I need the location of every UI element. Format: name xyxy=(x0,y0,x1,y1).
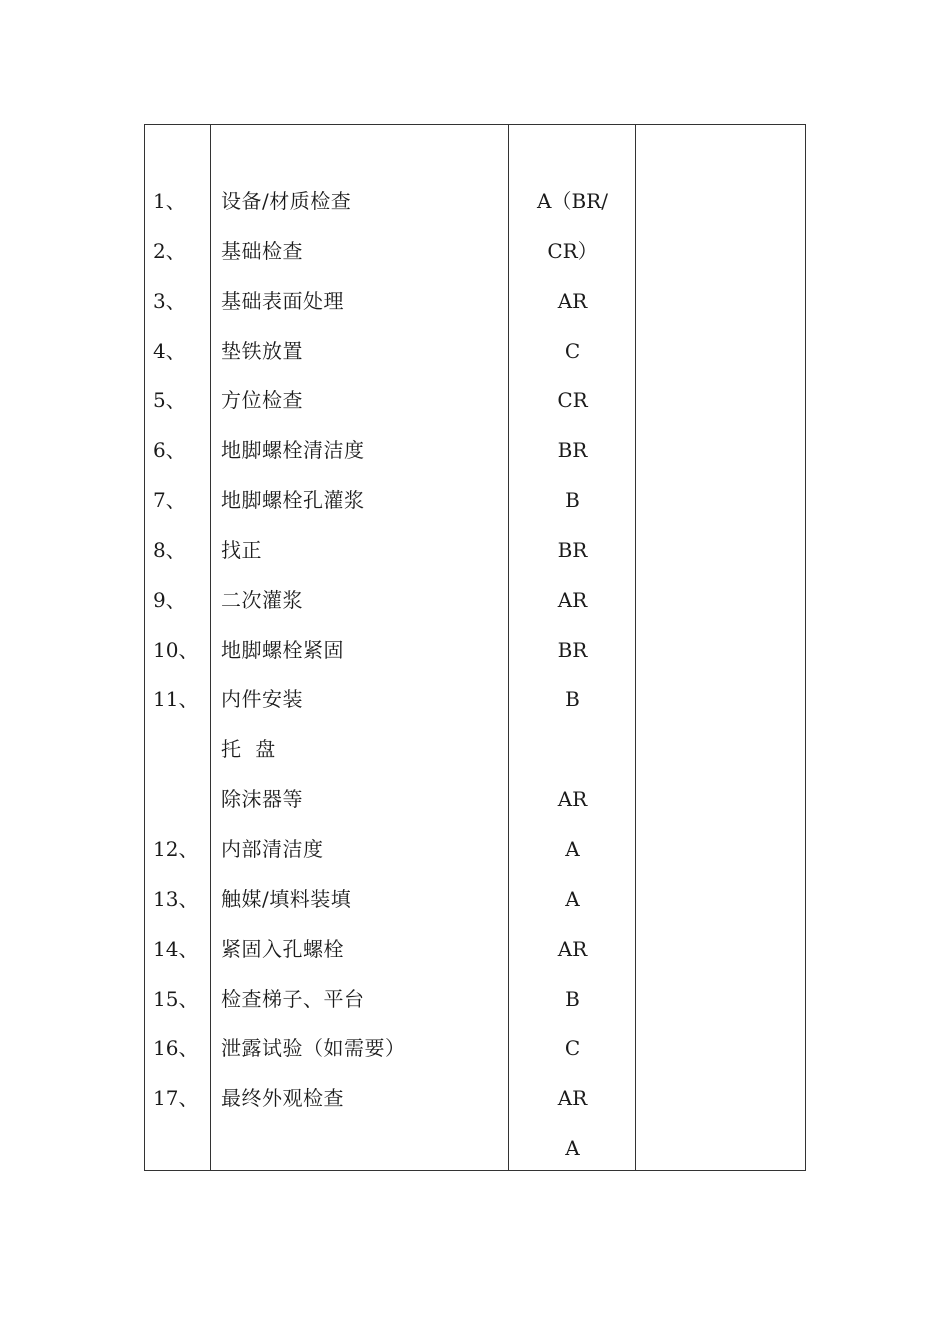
row-number: 4、 xyxy=(153,338,186,363)
table-row xyxy=(145,426,805,476)
inspection-level: BR xyxy=(557,537,588,562)
inspection-item: 地脚螺栓清洁度 xyxy=(221,438,365,463)
table-row xyxy=(145,1074,805,1124)
table-row xyxy=(145,327,805,377)
table-row xyxy=(145,925,805,975)
row-number: 6、 xyxy=(153,438,186,463)
inspection-item: 地脚螺栓孔灌浆 xyxy=(221,488,365,513)
table-row xyxy=(145,1024,805,1074)
inspection-level: A（BR/ xyxy=(537,189,608,213)
inspection-level: AR xyxy=(557,1086,588,1111)
table-row xyxy=(145,975,805,1025)
table-row xyxy=(145,875,805,925)
table-row xyxy=(145,1124,805,1174)
inspection-level: CR xyxy=(557,388,588,413)
inspection-item: 触媒/填料装填 xyxy=(221,886,352,911)
inspection-item: 托 盘 xyxy=(221,737,276,762)
inspection-level: B xyxy=(565,488,580,513)
inspection-level: AR xyxy=(557,936,588,961)
inspection-level: BR xyxy=(557,637,588,662)
inspection-item: 找正 xyxy=(221,537,262,562)
inspection-level: B xyxy=(565,687,580,712)
table-row xyxy=(145,476,805,526)
inspection-level: A xyxy=(565,886,580,911)
table-row xyxy=(145,227,805,277)
table-row xyxy=(145,725,805,775)
inspection-level: A xyxy=(565,836,580,861)
inspection-item: 内件安装 xyxy=(221,687,303,712)
inspection-item: 泄露试验（如需要） xyxy=(221,1036,406,1061)
inspection-level: CR） xyxy=(547,238,598,263)
inspection-item: 基础检查 xyxy=(221,238,303,263)
table-row xyxy=(145,825,805,875)
table-row xyxy=(145,626,805,676)
table-row xyxy=(145,376,805,426)
row-number: 3、 xyxy=(153,288,186,313)
inspection-level: C xyxy=(564,338,581,363)
inspection-item: 地脚螺栓紧固 xyxy=(221,637,344,662)
inspection-item: 基础表面处理 xyxy=(221,288,344,313)
table-row xyxy=(145,177,805,227)
inspection-item: 最终外观检查 xyxy=(221,1086,344,1111)
row-number: 7、 xyxy=(153,488,186,513)
inspection-level: A xyxy=(565,1136,580,1161)
inspection-item: 内部清洁度 xyxy=(221,836,324,861)
table-row xyxy=(145,277,805,327)
row-number: 11、 xyxy=(153,687,199,712)
row-number: 9、 xyxy=(153,587,186,612)
inspection-table xyxy=(144,124,806,1171)
row-number: 1、 xyxy=(153,189,186,213)
row-number: 2、 xyxy=(153,238,186,263)
row-number: 16、 xyxy=(153,1036,199,1061)
row-number: 13、 xyxy=(153,886,199,911)
inspection-level: AR xyxy=(557,787,588,812)
inspection-level: B xyxy=(565,986,580,1011)
inspection-item: 二次灌浆 xyxy=(221,587,303,612)
inspection-level: AR xyxy=(557,587,588,612)
row-number: 5、 xyxy=(153,388,186,413)
table-row xyxy=(145,675,805,725)
row-number: 17、 xyxy=(153,1086,199,1111)
inspection-item: 检查梯子、平台 xyxy=(221,986,365,1011)
table-row xyxy=(145,526,805,576)
inspection-item: 除沫器等 xyxy=(221,787,303,812)
inspection-item: 方位检查 xyxy=(221,388,303,413)
row-number: 14、 xyxy=(153,936,199,961)
table-body xyxy=(145,177,805,1174)
inspection-item: 设备/材质检查 xyxy=(221,189,352,213)
row-number: 12、 xyxy=(153,836,199,861)
inspection-level: AR xyxy=(557,288,588,313)
inspection-level: C xyxy=(564,1036,581,1061)
table-row xyxy=(145,775,805,825)
inspection-item: 垫铁放置 xyxy=(221,338,303,363)
row-number: 15、 xyxy=(153,986,199,1011)
row-number: 10、 xyxy=(153,637,199,662)
inspection-item: 紧固入孔螺栓 xyxy=(221,936,344,961)
table-row xyxy=(145,576,805,626)
inspection-level: BR xyxy=(557,438,588,463)
row-number: 8、 xyxy=(153,537,186,562)
